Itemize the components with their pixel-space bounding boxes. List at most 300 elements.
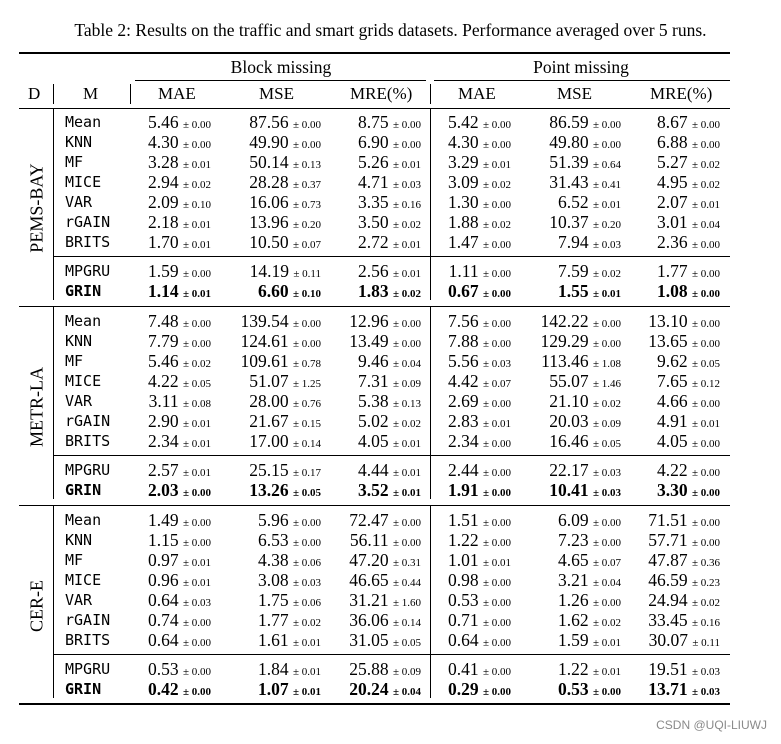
cell-std: ± 0.06 <box>292 597 321 609</box>
dataset-rule <box>19 306 730 307</box>
cell-value: 0.96 <box>147 570 179 590</box>
header-rule <box>19 108 730 109</box>
cell-std: ± 0.00 <box>482 119 511 131</box>
cell-value: 0.29 <box>447 679 479 699</box>
cell-value: 0.67 <box>447 281 479 301</box>
cell-point-mae <box>448 630 511 653</box>
cell-std: ± 0.00 <box>392 139 421 151</box>
cell-value: 87.56 <box>249 112 289 132</box>
cell-std: ± 0.00 <box>392 338 421 350</box>
cell-value: 6.09 <box>557 510 589 530</box>
cell-value: 2.83 <box>447 411 479 431</box>
cell-std: ± 0.02 <box>592 398 621 410</box>
model-name: MPGRU <box>65 660 111 678</box>
cell-value: 49.90 <box>249 132 289 152</box>
cell-std: ± 0.02 <box>691 597 720 609</box>
cell-value: 129.29 <box>540 331 589 351</box>
cell-value: 22.17 <box>549 460 589 480</box>
cell-std: ± 0.00 <box>482 666 511 678</box>
cell-value: 49.80 <box>549 132 589 152</box>
cell-value: 8.67 <box>656 112 688 132</box>
header-block-mse: MSE <box>259 84 294 103</box>
model-name: rGAIN <box>65 611 111 629</box>
cell-value: 2.36 <box>656 232 688 252</box>
cell-std: ± 1.46 <box>592 378 621 390</box>
cell-std: ± 0.00 <box>392 517 421 529</box>
cell-value: 5.46 <box>147 112 179 132</box>
cell-block-mre <box>358 281 421 304</box>
cell-point-mae <box>448 431 511 454</box>
cell-std: ± 0.17 <box>292 467 321 479</box>
cell-value: 31.05 <box>349 630 389 650</box>
cell-value: 5.96 <box>257 510 289 530</box>
cell-std: ± 0.02 <box>691 159 720 171</box>
cell-std: ± 0.00 <box>182 487 211 499</box>
top-rule <box>19 52 730 54</box>
cell-value: 14.19 <box>249 261 289 281</box>
cell-value: 13.65 <box>648 331 688 351</box>
cell-value: 124.61 <box>240 331 289 351</box>
cell-value: 21.10 <box>549 391 589 411</box>
cell-std: ± 0.00 <box>482 686 511 698</box>
cell-value: 50.14 <box>249 152 289 172</box>
cell-std: ± 0.44 <box>392 577 421 589</box>
cell-block-mse <box>258 679 321 702</box>
cell-point-mre <box>657 480 720 503</box>
cell-std: ± 0.00 <box>691 398 720 410</box>
cell-std: ± 0.16 <box>691 617 720 629</box>
cell-value: 5.02 <box>357 411 389 431</box>
cell-value: 4.22 <box>147 371 179 391</box>
model-name: MPGRU <box>65 461 111 479</box>
group-rule-block <box>135 80 426 81</box>
cell-std: ± 0.01 <box>182 288 211 300</box>
cell-value: 1.15 <box>147 530 179 550</box>
group-column-divider <box>430 506 431 698</box>
cell-value: 4.30 <box>447 132 479 152</box>
cell-std: ± 0.09 <box>592 418 621 430</box>
cell-value: 4.95 <box>656 172 688 192</box>
cell-std: ± 0.13 <box>392 398 421 410</box>
cell-std: ± 0.00 <box>182 338 211 350</box>
cell-point-mae <box>448 480 511 503</box>
cell-block-mae <box>148 679 211 702</box>
cell-value: 0.53 <box>557 679 589 699</box>
cell-value: 2.44 <box>447 460 479 480</box>
model-name: BRITS <box>65 631 111 649</box>
cell-std: ± 0.01 <box>592 666 621 678</box>
cell-std: ± 0.03 <box>182 597 211 609</box>
model-name: MPGRU <box>65 262 111 280</box>
cell-std: ± 0.01 <box>392 268 421 280</box>
cell-value: 5.27 <box>656 152 688 172</box>
cell-std: ± 0.01 <box>182 557 211 569</box>
cell-std: ± 0.01 <box>182 438 211 450</box>
header-point-mre: MRE(%) <box>650 84 713 103</box>
cell-value: 1.75 <box>257 590 289 610</box>
cell-value: 31.21 <box>349 590 389 610</box>
cell-value: 2.56 <box>357 261 389 281</box>
model-name: rGAIN <box>65 412 111 430</box>
model-name: VAR <box>65 193 93 211</box>
cell-value: 5.46 <box>147 351 179 371</box>
cell-std: ± 0.05 <box>691 358 720 370</box>
cell-std: ± 0.02 <box>482 219 511 231</box>
cell-value: 3.50 <box>357 212 389 232</box>
cell-std: ± 0.01 <box>182 467 211 479</box>
cell-std: ± 0.02 <box>182 358 211 370</box>
cell-std: ± 0.00 <box>482 617 511 629</box>
cell-std: ± 0.03 <box>691 666 720 678</box>
cell-value: 1.88 <box>447 212 479 232</box>
cell-value: 1.84 <box>257 659 289 679</box>
model-name: rGAIN <box>65 213 111 231</box>
cell-std: ± 0.00 <box>592 517 621 529</box>
cell-value: 1.08 <box>656 281 688 301</box>
cell-point-mae <box>448 232 511 255</box>
cell-value: 1.77 <box>257 610 289 630</box>
cell-std: ± 0.01 <box>592 199 621 211</box>
cell-value: 7.79 <box>147 331 179 351</box>
cell-value: 3.09 <box>447 172 479 192</box>
cell-std: ± 0.00 <box>482 467 511 479</box>
cell-std: ± 0.02 <box>292 617 321 629</box>
cell-block-mse <box>258 630 321 653</box>
model-name: GRIN <box>65 282 102 300</box>
cell-std: ± 0.04 <box>691 219 720 231</box>
cell-value: 28.28 <box>249 172 289 192</box>
cell-value: 36.06 <box>349 610 389 630</box>
cell-std: ± 0.01 <box>392 487 421 499</box>
cell-value: 7.94 <box>557 232 589 252</box>
section-rule <box>53 455 730 456</box>
cell-std: ± 0.01 <box>392 467 421 479</box>
cell-block-mae <box>148 232 211 255</box>
cell-block-mae <box>148 281 211 304</box>
model-name: GRIN <box>65 481 102 499</box>
model-name: MF <box>65 352 84 370</box>
cell-std: ± 0.01 <box>182 239 211 251</box>
cell-std: ± 0.00 <box>182 637 211 649</box>
cell-std: ± 1.60 <box>392 597 421 609</box>
cell-std: ± 0.03 <box>592 487 621 499</box>
cell-std: ± 0.00 <box>392 318 421 330</box>
cell-std: ± 0.00 <box>482 239 511 251</box>
cell-std: ± 0.31 <box>392 557 421 569</box>
cell-value: 71.51 <box>648 510 688 530</box>
model-name: MICE <box>65 571 102 589</box>
header-block-mae: MAE <box>158 84 196 103</box>
cell-value: 1.62 <box>557 610 589 630</box>
cell-value: 3.30 <box>656 480 688 500</box>
dataset-label: PEMS-BAY <box>26 163 47 253</box>
cell-value: 139.54 <box>240 311 289 331</box>
cell-std: ± 0.36 <box>691 557 720 569</box>
cell-value: 0.98 <box>447 570 479 590</box>
cell-block-mse <box>249 480 321 503</box>
cell-std: ± 0.00 <box>592 338 621 350</box>
cell-point-mse <box>558 281 621 304</box>
cell-std: ± 0.05 <box>292 487 321 499</box>
cell-value: 13.26 <box>249 480 289 500</box>
cell-value: 13.71 <box>648 679 688 699</box>
cell-value: 1.59 <box>147 261 179 281</box>
header-dataset: D <box>28 84 41 103</box>
cell-block-mae <box>148 480 211 503</box>
cell-value: 4.42 <box>447 371 479 391</box>
cell-value: 5.38 <box>357 391 389 411</box>
header-model: M <box>83 84 99 103</box>
cell-value: 3.01 <box>656 212 688 232</box>
cell-std: ± 0.09 <box>392 378 421 390</box>
model-name: BRITS <box>65 233 111 251</box>
cell-value: 2.34 <box>447 431 479 451</box>
cell-std: ± 0.00 <box>292 338 321 350</box>
model-name: MICE <box>65 372 102 390</box>
cell-std: ± 0.00 <box>482 487 511 499</box>
cell-std: ± 0.00 <box>482 199 511 211</box>
cell-value: 5.26 <box>357 152 389 172</box>
cell-value: 7.23 <box>557 530 589 550</box>
cell-std: ± 0.00 <box>482 318 511 330</box>
cell-std: ± 0.03 <box>482 358 511 370</box>
cell-value: 1.49 <box>147 510 179 530</box>
cell-value: 0.74 <box>147 610 179 630</box>
cell-std: ± 0.10 <box>182 199 211 211</box>
cell-value: 10.50 <box>249 232 289 252</box>
cell-std: ± 0.15 <box>292 418 321 430</box>
cell-std: ± 0.05 <box>182 378 211 390</box>
cell-value: 3.11 <box>148 391 179 411</box>
cell-value: 2.72 <box>357 232 389 252</box>
cell-std: ± 0.14 <box>392 617 421 629</box>
cell-std: ± 0.02 <box>592 268 621 280</box>
cell-std: ± 0.00 <box>482 577 511 589</box>
cell-std: ± 0.00 <box>691 139 720 151</box>
header-point-mae: MAE <box>458 84 496 103</box>
cell-point-mse <box>558 679 621 702</box>
model-name: MF <box>65 551 84 569</box>
cell-std: ± 0.00 <box>592 139 621 151</box>
cell-std: ± 0.07 <box>292 239 321 251</box>
cell-value: 1.07 <box>257 679 289 699</box>
cell-point-mre <box>649 630 720 653</box>
group-column-divider <box>430 108 431 300</box>
cell-value: 1.83 <box>357 281 389 301</box>
cell-value: 7.48 <box>147 311 179 331</box>
cell-value: 2.18 <box>147 212 179 232</box>
cell-std: ± 0.00 <box>482 338 511 350</box>
cell-std: ± 0.04 <box>392 686 421 698</box>
cell-block-mse <box>258 281 321 304</box>
cell-value: 9.62 <box>656 351 688 371</box>
cell-std: ± 0.00 <box>182 617 211 629</box>
cell-std: ± 0.00 <box>182 268 211 280</box>
cell-value: 4.65 <box>557 550 589 570</box>
cell-value: 0.97 <box>147 550 179 570</box>
cell-std: ± 0.37 <box>292 179 321 191</box>
cell-std: ± 0.02 <box>482 179 511 191</box>
cell-value: 30.07 <box>648 630 688 650</box>
cell-std: ± 0.00 <box>592 318 621 330</box>
cell-std: ± 0.20 <box>292 219 321 231</box>
cell-std: ± 1.25 <box>292 378 321 390</box>
cell-std: ± 0.00 <box>292 517 321 529</box>
cell-std: ± 0.01 <box>482 418 511 430</box>
cell-std: ± 0.00 <box>392 119 421 131</box>
cell-value: 57.71 <box>648 530 688 550</box>
group-header-block: Block missing <box>230 57 332 77</box>
cell-value: 86.59 <box>549 112 589 132</box>
cell-std: ± 0.12 <box>691 378 720 390</box>
cell-std: ± 0.00 <box>482 398 511 410</box>
cell-std: ± 0.00 <box>592 119 621 131</box>
model-name: MICE <box>65 173 102 191</box>
cell-value: 4.05 <box>656 431 688 451</box>
cell-block-mre <box>358 431 421 454</box>
cell-value: 21.67 <box>249 411 289 431</box>
model-name: VAR <box>65 392 93 410</box>
cell-value: 5.42 <box>447 112 479 132</box>
cell-value: 2.57 <box>147 460 179 480</box>
cell-value: 51.07 <box>249 371 289 391</box>
cell-value: 16.46 <box>549 431 589 451</box>
cell-std: ± 0.00 <box>292 537 321 549</box>
cell-value: 1.59 <box>557 630 589 650</box>
cell-point-mae <box>448 281 511 304</box>
cell-value: 13.96 <box>249 212 289 232</box>
cell-std: ± 0.03 <box>392 179 421 191</box>
cell-block-mre <box>358 480 421 503</box>
cell-std: ± 0.09 <box>392 666 421 678</box>
cell-block-mse <box>249 431 321 454</box>
cell-std: ± 0.00 <box>182 666 211 678</box>
cell-value: 20.24 <box>349 679 389 699</box>
cell-std: ± 0.01 <box>392 159 421 171</box>
cell-value: 3.35 <box>357 192 389 212</box>
cell-value: 17.00 <box>249 431 289 451</box>
dataset-label: CER-E <box>26 580 47 632</box>
cell-std: ± 0.00 <box>691 487 720 499</box>
cell-value: 7.88 <box>447 331 479 351</box>
cell-value: 13.49 <box>349 331 389 351</box>
cell-value: 0.53 <box>447 590 479 610</box>
cell-std: ± 0.03 <box>691 686 720 698</box>
cell-block-mre <box>358 232 421 255</box>
cell-value: 0.64 <box>147 630 179 650</box>
cell-std: ± 1.08 <box>592 358 621 370</box>
cell-std: ± 0.01 <box>482 159 511 171</box>
model-name: MF <box>65 153 84 171</box>
cell-value: 4.91 <box>656 411 688 431</box>
cell-std: ± 0.00 <box>691 467 720 479</box>
cell-std: ± 0.00 <box>392 537 421 549</box>
cell-std: ± 0.00 <box>482 597 511 609</box>
cell-std: ± 0.01 <box>292 666 321 678</box>
cell-value: 0.41 <box>447 659 479 679</box>
cell-value: 4.22 <box>656 460 688 480</box>
cell-std: ± 0.00 <box>182 119 211 131</box>
cell-value: 6.88 <box>656 132 688 152</box>
cell-value: 7.65 <box>656 371 688 391</box>
cell-block-mre <box>349 679 421 702</box>
cell-std: ± 0.16 <box>392 199 421 211</box>
model-name: VAR <box>65 591 93 609</box>
cell-value: 9.46 <box>357 351 389 371</box>
cell-std: ± 0.00 <box>482 537 511 549</box>
cell-value: 1.22 <box>447 530 479 550</box>
watermark: CSDN @UQI-LIUWJ <box>656 718 767 732</box>
cell-std: ± 0.00 <box>482 139 511 151</box>
cell-std: ± 0.00 <box>182 537 211 549</box>
cell-value: 2.90 <box>147 411 179 431</box>
cell-value: 5.56 <box>447 351 479 371</box>
cell-point-mse <box>558 232 621 255</box>
cell-std: ± 0.00 <box>482 637 511 649</box>
cell-std: ± 0.00 <box>292 318 321 330</box>
cell-value: 25.88 <box>349 659 389 679</box>
cell-value: 2.34 <box>147 431 179 451</box>
cell-std: ± 0.01 <box>182 159 211 171</box>
cell-value: 1.26 <box>557 590 589 610</box>
cell-block-mre <box>349 630 421 653</box>
cell-value: 4.44 <box>357 460 389 480</box>
cell-std: ± 0.00 <box>182 139 211 151</box>
section-rule <box>53 256 730 257</box>
cell-value: 6.90 <box>357 132 389 152</box>
cell-value: 55.07 <box>549 371 589 391</box>
dataset-rule <box>19 505 730 506</box>
cell-std: ± 0.02 <box>592 617 621 629</box>
cell-std: ± 0.00 <box>691 268 720 280</box>
cell-value: 7.59 <box>557 261 589 281</box>
cell-std: ± 0.00 <box>691 338 720 350</box>
cell-value: 46.65 <box>349 570 389 590</box>
cell-value: 19.51 <box>648 659 688 679</box>
model-name: Mean <box>65 312 102 330</box>
cell-value: 1.77 <box>656 261 688 281</box>
cell-std: ± 0.02 <box>182 179 211 191</box>
cell-value: 1.11 <box>448 261 479 281</box>
cell-value: 13.10 <box>648 311 688 331</box>
cell-value: 3.52 <box>357 480 389 500</box>
cell-std: ± 0.05 <box>392 637 421 649</box>
cell-std: ± 0.06 <box>292 557 321 569</box>
cell-std: ± 0.07 <box>592 557 621 569</box>
cell-value: 31.43 <box>549 172 589 192</box>
cell-value: 10.37 <box>549 212 589 232</box>
cell-value: 1.14 <box>147 281 179 301</box>
model-column-divider <box>53 506 54 698</box>
cell-std: ± 0.08 <box>182 398 211 410</box>
bottom-rule <box>19 703 730 705</box>
cell-std: ± 0.01 <box>292 637 321 649</box>
cell-std: ± 0.03 <box>292 577 321 589</box>
model-name: KNN <box>65 133 93 151</box>
header-metric-divider <box>130 84 131 104</box>
cell-std: ± 0.00 <box>691 438 720 450</box>
cell-value: 4.66 <box>656 391 688 411</box>
cell-std: ± 0.00 <box>691 288 720 300</box>
cell-value: 6.53 <box>257 530 289 550</box>
cell-std: ± 0.05 <box>592 438 621 450</box>
cell-std: ± 0.00 <box>592 686 621 698</box>
cell-std: ± 0.01 <box>592 637 621 649</box>
dataset-label: METR-LA <box>26 367 47 447</box>
cell-value: 56.11 <box>349 530 389 550</box>
cell-std: ± 0.04 <box>392 358 421 370</box>
cell-value: 2.03 <box>147 480 179 500</box>
